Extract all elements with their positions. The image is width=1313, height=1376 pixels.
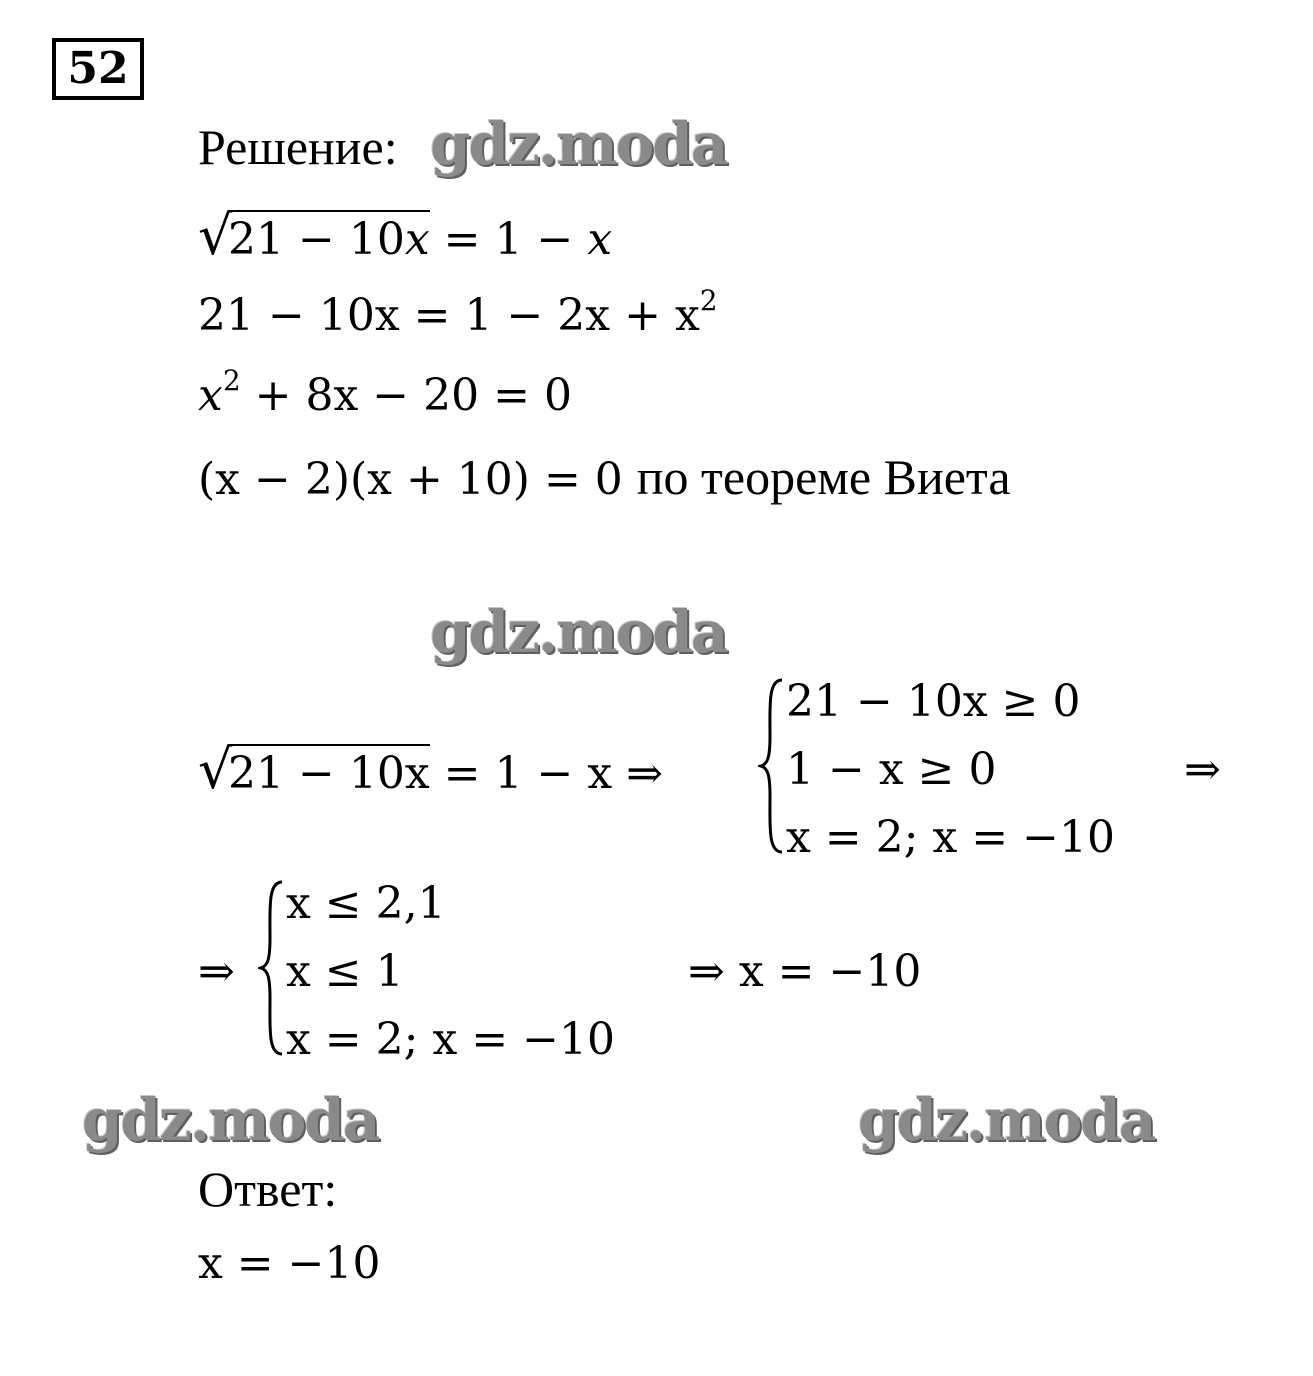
exponent: 2	[699, 284, 718, 317]
watermark-2: gdz.moda	[430, 598, 727, 666]
implies-arrow: ⇒	[198, 946, 235, 997]
equation-2-text: 21 − 10x = 1 − 2x + x	[198, 290, 700, 341]
system-2-row-2: x ≤ 1	[286, 946, 404, 997]
equation-rhs: = 1 −	[429, 214, 588, 265]
equation-line-3	[198, 364, 572, 421]
equation-line-4	[198, 448, 1011, 506]
system-2-row-1: x ≤ 2,1	[286, 878, 446, 929]
left-brace-icon	[258, 878, 288, 1058]
system-2-result: ⇒ x = −10	[688, 946, 922, 997]
equation-3-var: x	[198, 370, 223, 421]
square-root: √ 21 − 10x	[198, 738, 430, 801]
radicand-var: x	[404, 214, 430, 265]
watermark-1: gdz.moda	[430, 110, 727, 178]
radicand: 21 − 10x	[228, 744, 430, 799]
watermark-3: gdz.moda	[82, 1086, 379, 1154]
vieta-note: по теореме Виета	[636, 449, 1011, 505]
exponent: 2	[222, 364, 241, 397]
solution-label: Решение:	[198, 119, 398, 175]
answer-value: x = −10	[198, 1238, 381, 1289]
square-root: √ 21 − 10x	[198, 204, 430, 267]
equation-line-1	[198, 204, 613, 267]
system-1-lhs	[198, 738, 663, 801]
radicand: 21 − 10	[228, 214, 405, 265]
system-2-row-3: x = 2; x = −10	[286, 1014, 615, 1065]
task-number: 52	[52, 38, 144, 100]
system-1-row-2: 1 − x ≥ 0	[786, 744, 997, 795]
left-brace-icon	[758, 676, 788, 856]
equation-3-text: + 8x − 20 = 0	[240, 370, 572, 421]
equation-rhs-var: x	[587, 214, 613, 265]
system-1-row-3: x = 2; x = −10	[786, 812, 1115, 863]
factored-equation: (x − 2)(x + 10) = 0	[198, 454, 623, 505]
watermark-4: gdz.moda	[858, 1086, 1155, 1154]
system-1-row-1: 21 − 10x ≥ 0	[786, 676, 1081, 727]
equation-line-2	[198, 284, 718, 341]
answer-label: Ответ:	[198, 1161, 338, 1217]
implies-arrow: ⇒	[1184, 744, 1221, 795]
system-1-lhs-rest: = 1 − x ⇒	[429, 748, 663, 799]
